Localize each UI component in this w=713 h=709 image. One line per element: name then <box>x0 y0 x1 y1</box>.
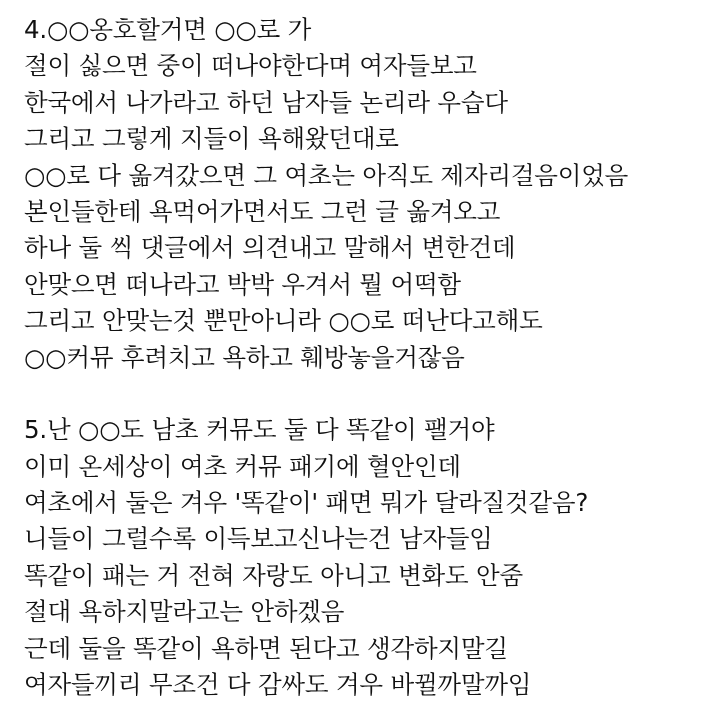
text-line: 여자들끼리 무조건 다 감싸도 겨우 바뀔까말까임 <box>24 670 532 700</box>
text-line: 절대 욕하지말라고는 안하겠음 <box>24 597 345 627</box>
text-line: 그리고 그렇게 지들이 욕해왔던대로 <box>24 124 399 154</box>
text-line: ○○커뮤 후려치고 욕하고 훼방놓을거잖음 <box>24 342 465 372</box>
text-line: 여초에서 둘은 겨우 '똑같이' 패면 뭐가 달라질것같음? <box>24 488 589 518</box>
text-line: ○○로 다 옮겨갔으면 그 여초는 아직도 제자리걸음이었음 <box>24 160 629 190</box>
section-4 <box>24 12 704 376</box>
text-line: 5.난 ○○도 남초 커뮤도 둘 다 똑같이 팰거야 <box>24 415 495 445</box>
post-body <box>24 12 704 703</box>
text-line: 근데 둘을 똑같이 욕하면 된다고 생각하지말길 <box>24 633 508 663</box>
text-line: 이미 온세상이 여초 커뮤 패기에 혈안인데 <box>24 451 461 481</box>
text-line: 하나 둘 씩 댓글에서 의견내고 말해서 변한건데 <box>24 233 516 263</box>
text-line: 니들이 그럴수록 이득보고신나는건 남자들임 <box>24 524 493 554</box>
text-line: 똑같이 패는 거 전혀 자랑도 아니고 변화도 안줌 <box>24 560 523 590</box>
text-line: 안맞으면 떠나라고 박박 우겨서 뭘 어떡함 <box>24 269 461 299</box>
text-line: 본인들한테 욕먹어가면서도 그런 글 옮겨오고 <box>24 196 501 226</box>
text-line: 그리고 안맞는것 뿐만아니라 ○○로 떠난다고해도 <box>24 306 543 336</box>
text-line: 4.○○옹호할거면 ○○로 가 <box>24 15 312 44</box>
text-line: 절이 싫으면 중이 떠나야한다며 여자들보고 <box>24 51 477 81</box>
section-5 <box>24 412 704 703</box>
paragraph-gap <box>24 376 704 412</box>
text-line: 한국에서 나가라고 하던 남자들 논리라 우습다 <box>24 87 508 117</box>
